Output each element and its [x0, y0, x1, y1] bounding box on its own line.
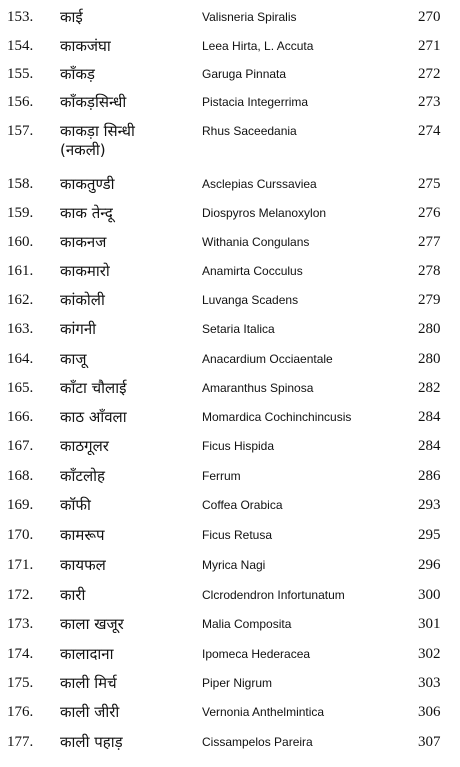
hindi-name: काकड़ा सिन्धी [60, 122, 135, 140]
entry-number: 173. [7, 616, 34, 632]
botanical-name: Pistacia Integerrima [202, 95, 309, 109]
entry-number: 166. [7, 409, 34, 425]
entry-number: 175. [7, 675, 34, 691]
entry-row [0, 169, 460, 199]
botanical-name: Diospyros Melanoxylon [202, 206, 327, 220]
hindi-name: कारी [60, 586, 86, 604]
entry-row [0, 697, 460, 727]
botanical-name: Luvanga Scadens [202, 293, 299, 307]
hindi-name: काली पहाड़ [60, 733, 123, 751]
entry-row [0, 256, 460, 286]
hindi-name: काकतुण्डी [60, 175, 115, 193]
page-number: 284 [418, 409, 441, 425]
entry-row [0, 373, 460, 403]
entry-number: 163. [7, 321, 34, 337]
page-number: 301 [418, 616, 441, 632]
page-number: 303 [418, 675, 441, 691]
page-number: 274 [418, 123, 441, 139]
entry-row [0, 431, 460, 461]
entry-row [0, 2, 460, 32]
hindi-name: काँटा चौलाई [60, 379, 127, 397]
page-number: 286 [418, 468, 441, 484]
hindi-name: कालादाना [60, 645, 114, 663]
botanical-name: Garuga Pinnata [202, 67, 287, 81]
page-number: 279 [418, 292, 441, 308]
botanical-name: Leea Hirta, L. Accuta [202, 39, 314, 53]
page-number: 307 [418, 734, 441, 750]
hindi-name: कॉफी [60, 496, 91, 514]
entry-number: 158. [7, 176, 34, 192]
page-number: 275 [418, 176, 441, 192]
entry-row [0, 402, 460, 432]
entry-row [0, 668, 460, 698]
entry-row [0, 87, 460, 117]
page-number: 284 [418, 438, 441, 454]
entry-number: 171. [7, 557, 34, 573]
entry-row [0, 31, 460, 61]
page-number: 300 [418, 587, 441, 603]
entry-number: 176. [7, 704, 34, 720]
botanical-name: Coffea Orabica [202, 498, 283, 512]
page-number: 302 [418, 646, 441, 662]
page-number: 273 [418, 94, 441, 110]
page-number: 295 [418, 527, 441, 543]
page-number: 270 [418, 9, 441, 25]
botanical-name: Vernonia Anthelmintica [202, 705, 325, 719]
hindi-name: काक तेन्दू [60, 204, 113, 222]
hindi-name: काठ आँवला [60, 408, 127, 426]
entry-row [0, 580, 460, 610]
botanical-name: Rhus Saceedania [202, 124, 297, 138]
hindi-name: काँटलोह [60, 467, 105, 485]
page-number: 280 [418, 321, 441, 337]
entry-row [0, 314, 460, 344]
page-number: 272 [418, 66, 441, 82]
botanical-name: Myrica Nagi [202, 558, 266, 572]
hindi-name: कामरूप [60, 526, 105, 544]
entry-row [0, 198, 460, 228]
botanical-name: Valisneria Spiralis [202, 10, 297, 24]
botanical-name: Malia Composita [202, 617, 292, 631]
entry-number: 159. [7, 205, 34, 221]
entry-number: 154. [7, 38, 34, 54]
hindi-name: कांकोली [60, 291, 105, 309]
entry-number: 168. [7, 468, 34, 484]
entry-row [0, 227, 460, 257]
botanical-name: Cissampelos Pareira [202, 735, 313, 749]
hindi-name: काकमारो [60, 262, 110, 280]
entry-number: 177. [7, 734, 34, 750]
botanical-name: Ferrum [202, 469, 241, 483]
hindi-name: काँकड़सिन्धी [60, 93, 127, 111]
entry-row [0, 520, 460, 550]
entry-number: 162. [7, 292, 34, 308]
botanical-name: Ipomeca Hederacea [202, 647, 311, 661]
entry-number: 161. [7, 263, 34, 279]
page-number: 276 [418, 205, 441, 221]
botanical-name: Anamirta Cocculus [202, 264, 303, 278]
entry-number: 153. [7, 9, 34, 25]
hindi-name: काठगूलर [60, 437, 109, 455]
hindi-name: कायफल [60, 556, 106, 574]
botanical-name: Withania Congulans [202, 235, 310, 249]
entry-number: 169. [7, 497, 34, 513]
hindi-name: काला खजूर [60, 615, 124, 633]
page-number: 277 [418, 234, 441, 250]
entry-number: 172. [7, 587, 34, 603]
entry-number: 167. [7, 438, 34, 454]
entry-row [0, 344, 460, 374]
entry-number: 155. [7, 66, 34, 82]
entry-row [0, 116, 460, 164]
entry-number: 160. [7, 234, 34, 250]
botanical-name: Anacardium Occiaentale [202, 352, 333, 366]
hindi-name: कांगनी [60, 320, 97, 338]
page-number: 271 [418, 38, 441, 54]
botanical-name: Ficus Retusa [202, 528, 273, 542]
page-number: 306 [418, 704, 441, 720]
botanical-name: Piper Nigrum [202, 676, 273, 690]
hindi-name: काकनज [60, 233, 107, 251]
entry-row [0, 550, 460, 580]
entry-row [0, 727, 460, 757]
entry-row [0, 285, 460, 315]
entry-number: 164. [7, 351, 34, 367]
entry-number: 174. [7, 646, 34, 662]
botanical-name: Asclepias Curssaviea [202, 177, 317, 191]
entry-row [0, 609, 460, 639]
entry-number: 170. [7, 527, 34, 543]
botanical-name: Ficus Hispida [202, 439, 275, 453]
entry-number: 156. [7, 94, 34, 110]
botanical-name: Momardica Cochinchincusis [202, 410, 352, 424]
entry-row [0, 490, 460, 520]
page-number: 278 [418, 263, 441, 279]
hindi-name: काई [60, 8, 83, 26]
page-number: 296 [418, 557, 441, 573]
botanical-name: Clcrodendron Infortunatum [202, 588, 345, 602]
hindi-name: काली मिर्च [60, 674, 117, 692]
hindi-name-continued: (नकली) [60, 141, 106, 159]
hindi-name: काजू [60, 350, 87, 368]
entry-row [0, 59, 460, 89]
entry-row [0, 461, 460, 491]
entry-row [0, 639, 460, 669]
hindi-name: काली जीरी [60, 703, 120, 721]
page-number: 280 [418, 351, 441, 367]
page-number: 293 [418, 497, 441, 513]
hindi-name: काँकड़ [60, 65, 95, 83]
entry-number: 157. [7, 123, 34, 139]
botanical-name: Amaranthus Spinosa [202, 381, 314, 395]
entry-number: 165. [7, 380, 34, 396]
botanical-name: Setaria Italica [202, 322, 275, 336]
page-number: 282 [418, 380, 441, 396]
hindi-name: काकजंघा [60, 37, 111, 55]
